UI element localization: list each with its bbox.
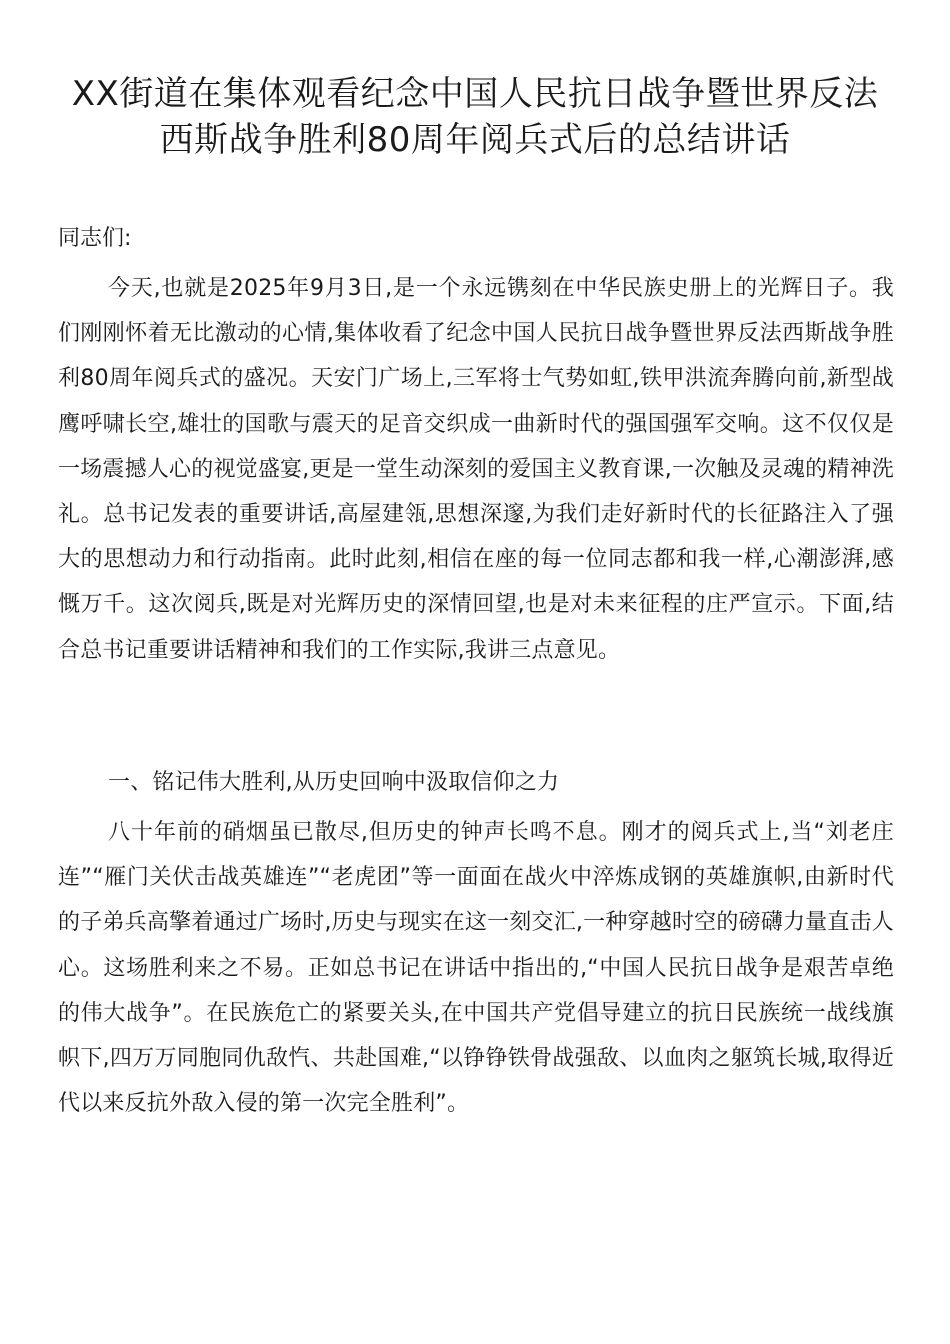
document-title-line-2: 西斯战争胜利80周年阅兵式后的总结讲话	[159, 120, 791, 160]
paragraph-2: 八十年前的硝烟虽已散尽,但历史的钟声长鸣不息。刚才的阅兵式上,当“刘老庄连”“雁门关伏击战英雄连”“老虎团”等一面面在战火中淬炼成钢的英雄旗帜,由新时代的子弟兵高擎着通过广场时,历史与现实在这一刻交汇,一种穿越时空的磅礴力量直击人心。这场胜利来之不易。正如总书记在讲话中指出的,“中国人民抗日战争是艰苦卓绝的伟大战争”。在民族危亡的紧要关头,在中国共产党倡导建立的抗日民族统一战线旗帜下,四万万同胞同仇敌忾、共赴国难,“以铮铮铁骨战强敌、以血肉之躯筑长城,取得近代以来反抗外敌入侵的第一次完全胜利”。	[58, 820, 894, 1117]
section-1-heading: 一、铭记伟大胜利,从历史回响中汲取信仰之力	[108, 770, 560, 795]
paragraph-1: 今天,也就是2025年9月3日,是一个永远镌刻在中华民族史册上的光辉日子。我们刚刚怀着无比激动的心情,集体收看了纪念中国人民抗日战争暨世界反法西斯战争胜利80周年阅兵式的盛况。天安门广场上,三军将士气势如虹,铁甲洪流奔腾向前,新型战鹰呼啸长空,雄壮的国歌与震天的足音交织成一曲新时代的强国强军交响。这不仅仅是一场震撼人心的视觉盛宴,更是一堂生动深刻的爱国主义教育课,一次触及灵魂的精神洗礼。总书记发表的重要讲话,高屋建瓴,思想深邃,为我们走好新时代的长征路注入了强大的思想动力和行动指南。此时此刻,相信在座的每一位同志都和我一样,心潮澎湃,感慨万千。这次阅兵,既是对光辉历史的深情回望,也是对未来征程的庄严宣示。下面,结合总书记重要讲话精神和我们的工作实际,我讲三点意见。	[58, 276, 894, 663]
document-title-line-1: XX街道在集体观看纪念中国人民抗日战争暨世界反法	[71, 74, 879, 114]
salutation: 同志们:	[58, 226, 132, 251]
